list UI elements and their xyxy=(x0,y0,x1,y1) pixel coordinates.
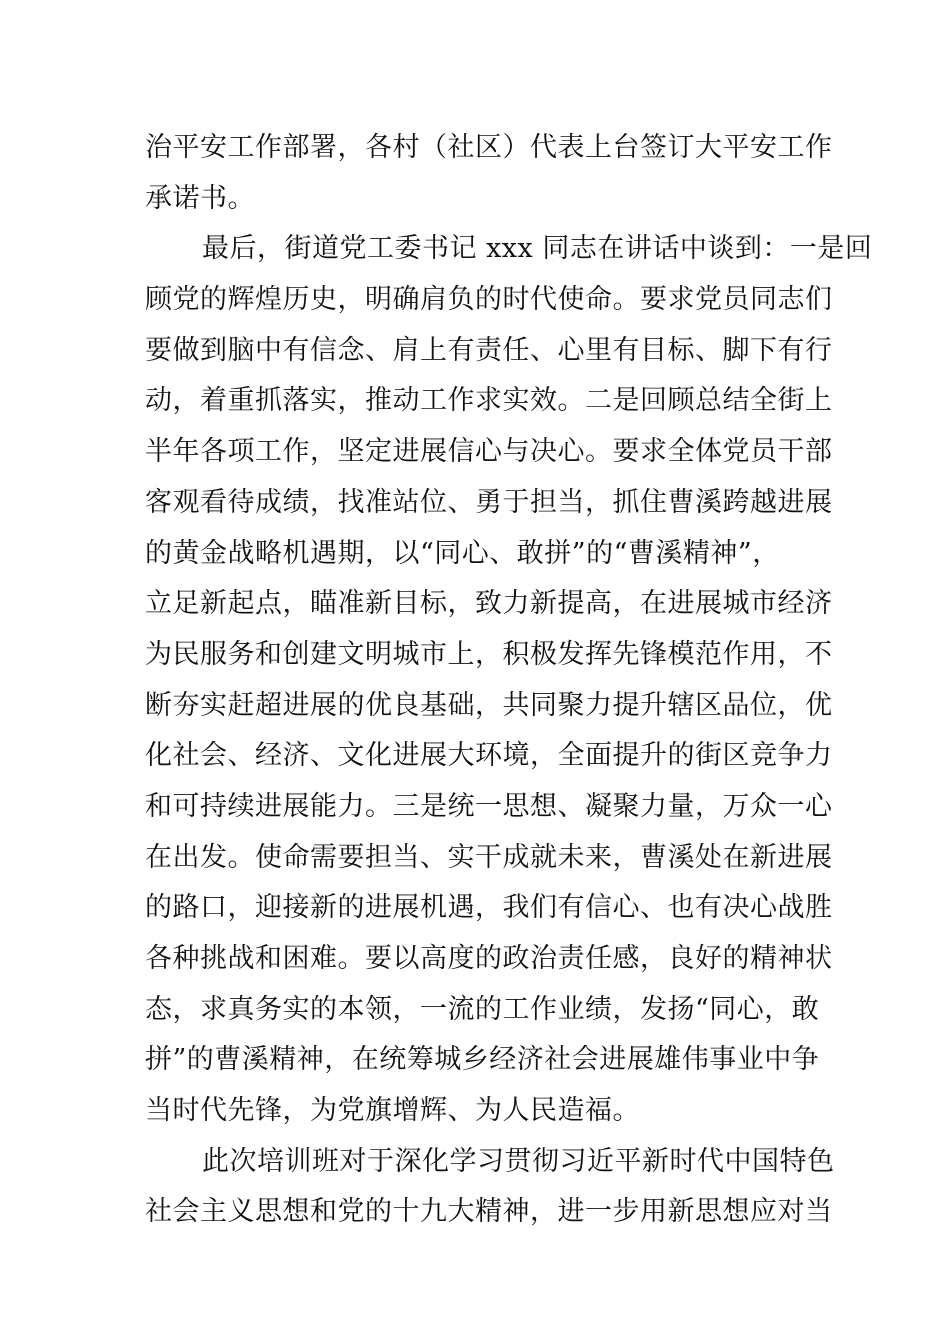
text-line: 立足新起点，瞄准新目标，致力新提高，在进展城市经济 xyxy=(145,588,833,620)
text-line: 化社会、经济、文化进展大环境，全面提升的街区竞争力 xyxy=(145,740,833,772)
text-line: 态，求真务实的本领，一流的工作业绩，发扬“同心，敢 xyxy=(145,993,820,1025)
body-text xyxy=(145,123,873,1238)
paragraph-start-line: 此次培训班对于深化学习贯彻习近平新时代中国特色 xyxy=(202,1145,835,1177)
text-line: 拼”的曹溪精神，在统筹城乡经济社会进展雄伟事业中争 xyxy=(145,1044,820,1076)
text-line: 在出发。使命需要担当、实干成就未来，曹溪处在新进展 xyxy=(145,841,833,873)
text-line: 为民服务和创建文明城市上，积极发挥先锋模范作用，不 xyxy=(145,638,833,670)
text-line: 要做到脑中有信念、肩上有责任、心里有目标、脚下有行 xyxy=(145,334,833,366)
text-line: 客观看待成绩，找准站位、勇于担当，抓住曹溪跨越进展 xyxy=(145,486,833,518)
text-line: 各种挑战和困难。要以高度的政治责任感，良好的精神状 xyxy=(145,943,833,974)
text-line: 社会主义思想和党的十九大精神，进一步用新思想应对当 xyxy=(145,1196,833,1228)
text-line: 顾党的辉煌历史，明确肩负的时代使命。要求党员同志们 xyxy=(145,284,833,316)
text-line: 承诺书。 xyxy=(145,182,255,214)
text-line: 动，着重抓落实，推动工作求实效。二是回顾总结全街上 xyxy=(145,385,833,417)
text-line: 半年各项工作，坚定进展信心与决心。要求全体党员干部 xyxy=(145,436,833,468)
text-line: 治平安工作部署，各村（社区）代表上台签订大平安工作 xyxy=(145,132,833,163)
text-line: 断夯实赶超进展的优良基础，共同聚力提升辖区品位，优 xyxy=(145,689,833,721)
paragraph-start-line: 最后，街道党工委书记 xxx 同志在讲话中谈到：一是回 xyxy=(202,233,873,265)
text-line: 和可持续进展能力。三是统一思想、凝聚力量，万众一心 xyxy=(145,790,833,822)
text-line: 当时代先锋，为党旗增辉、为人民造福。 xyxy=(145,1095,640,1127)
text-line: 的黄金战略机遇期，以“同心、敢拼”的“曹溪精神”， xyxy=(145,537,780,569)
text-line: 的路口，迎接新的进展机遇，我们有信心、也有决心战胜 xyxy=(145,892,833,924)
